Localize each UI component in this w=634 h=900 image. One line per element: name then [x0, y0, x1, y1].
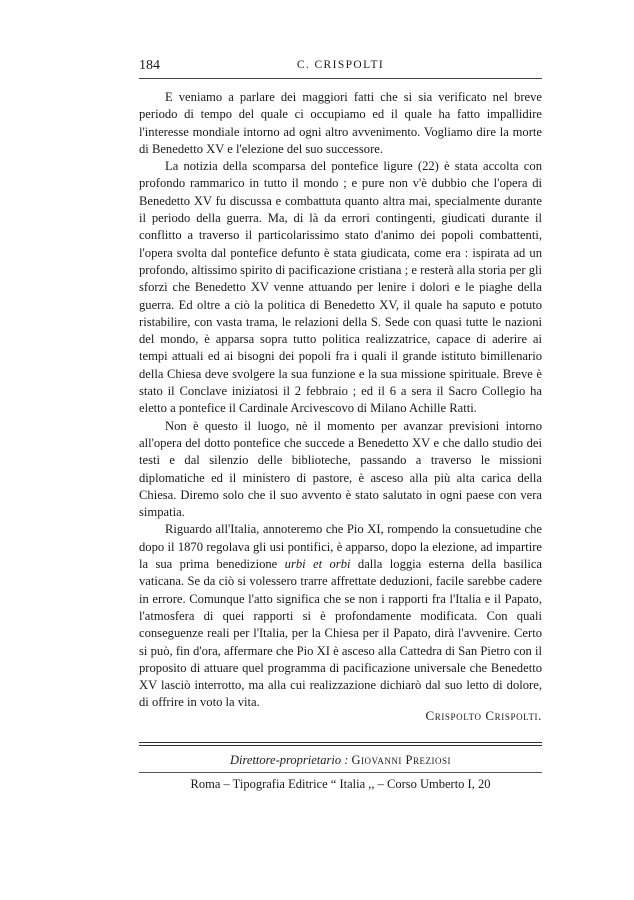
header-rule	[139, 78, 542, 79]
paragraph: Non è questo il luogo, nè il momento per avanzar previsioni intorno all'opera del dotto pontefice che succede a Benedetto XV e che dallo studio dei testi e dal silenzio delle biblioteche, passando a traverso le missioni diplomatiche ed il ministero di pastore, è asceso alla più alta carica della Chiesa. Diremo solo che il suo avvento è stato salutato in ogni paese con vera simpatia.	[139, 418, 542, 520]
footer-double-rule	[139, 742, 542, 746]
editor-line	[139, 753, 542, 768]
paragraph: Riguardo all'Italia, annoteremo che Pio XI, rompendo la consuetudine che dopo il 1870 regolava gli usi pontifici, è apparso, dopo la elezione, ad impartire la sua prima benedizione urbi et orbi dalla loggia esterna della basilica vaticana. Se da ciò si volessero trarre affrettate deduzioni, facile sarebbe cadere in errore. Comunque l'atto significa che se non i rapporti fra l'Italia e il Papato, l'atmosfera di quei rapporti si è profondamente modificata. Con quali conseguenze reali per l'Italia, per la Chiesa per il Papato, dirà l'avvenire. Certo si può, fin d'ora, affermare che Pio XI è asceso alla Cattedra di San Pietro con il proposito di attuare quel programma di pacificazione universale che Benedetto XV lasciò interrotto, ma alla cui realizzazione dichiarò dal suo letto di dolore, di offrire in voto la vita.	[139, 522, 543, 710]
editor-name: Giovanni Preziosi	[351, 753, 451, 767]
page-number: 184	[139, 58, 160, 73]
article-body	[139, 89, 542, 712]
paragraph: E veniamo a parlare dei maggiori fatti che si sia verificato nel breve periodo di tempo del quale ci occupiamo ed il quale ha fatto impallidire l'interesse mondiale intorno ad ogni altro avvenimento. Vogliamo dire la morte di Benedetto XV e l'elezione del suo successore.	[139, 90, 542, 156]
page-header	[139, 58, 542, 76]
paragraph: La notizia della scomparsa del pontefice ligure (22) è stata accolta con profondo rammarico in tutto il mondo ; e pure non v'è dubbio che l'opera di Benedetto XV fu discussa e combattuta quanto altra mai, specialmente durante il periodo della guerra. Ma, di là da errori contingenti, giudicati durante il conflitto a traverso il particolarissimo stato d'animo dei popoli combattenti, l'opera svolta dal pontefice defunto è stata giudicata, come era : ispirata ad un profondo, altissimo spirito di pacificazione cristiana ; e resterà alla storia per gli sforzi che Benedetto XV venne attuando per lenire i dolori e le piaghe della guerra. Ed oltre a ciò la politica di Benedetto XV, il quale ha saputo e potuto ristabilire, con vasta trama, le relazioni della S. Sede con quasi tutte le nazioni del mondo, è apparsa sopra tutto politica realizzatrice, capace di aderire ai tempi attuali ed ai bisogni dei popoli fra i quali il grande istituto bimillenario della Chiesa deve svolgere la sua funzione e la sua missione spirituale. Breve è stato il Conclave iniziatosi il 2 febbraio ; ed il 6 a sera il Sacro Collegio ha eletto a pontefice il Cardinale Arcivescovo di Milano Achille Ratti.	[139, 159, 542, 416]
editor-role: Direttore-proprietario :	[230, 753, 349, 767]
author-signature: Crispolto Crispolti.	[425, 708, 542, 723]
running-head: C. CRISPOLTI	[296, 59, 385, 71]
latin-phrase: urbi et orbi	[284, 557, 351, 572]
printer-line: Roma – Tipografia Editrice “ Italia ,, – Corso Umberto I, 20	[190, 777, 491, 791]
footer-rule	[139, 772, 542, 773]
